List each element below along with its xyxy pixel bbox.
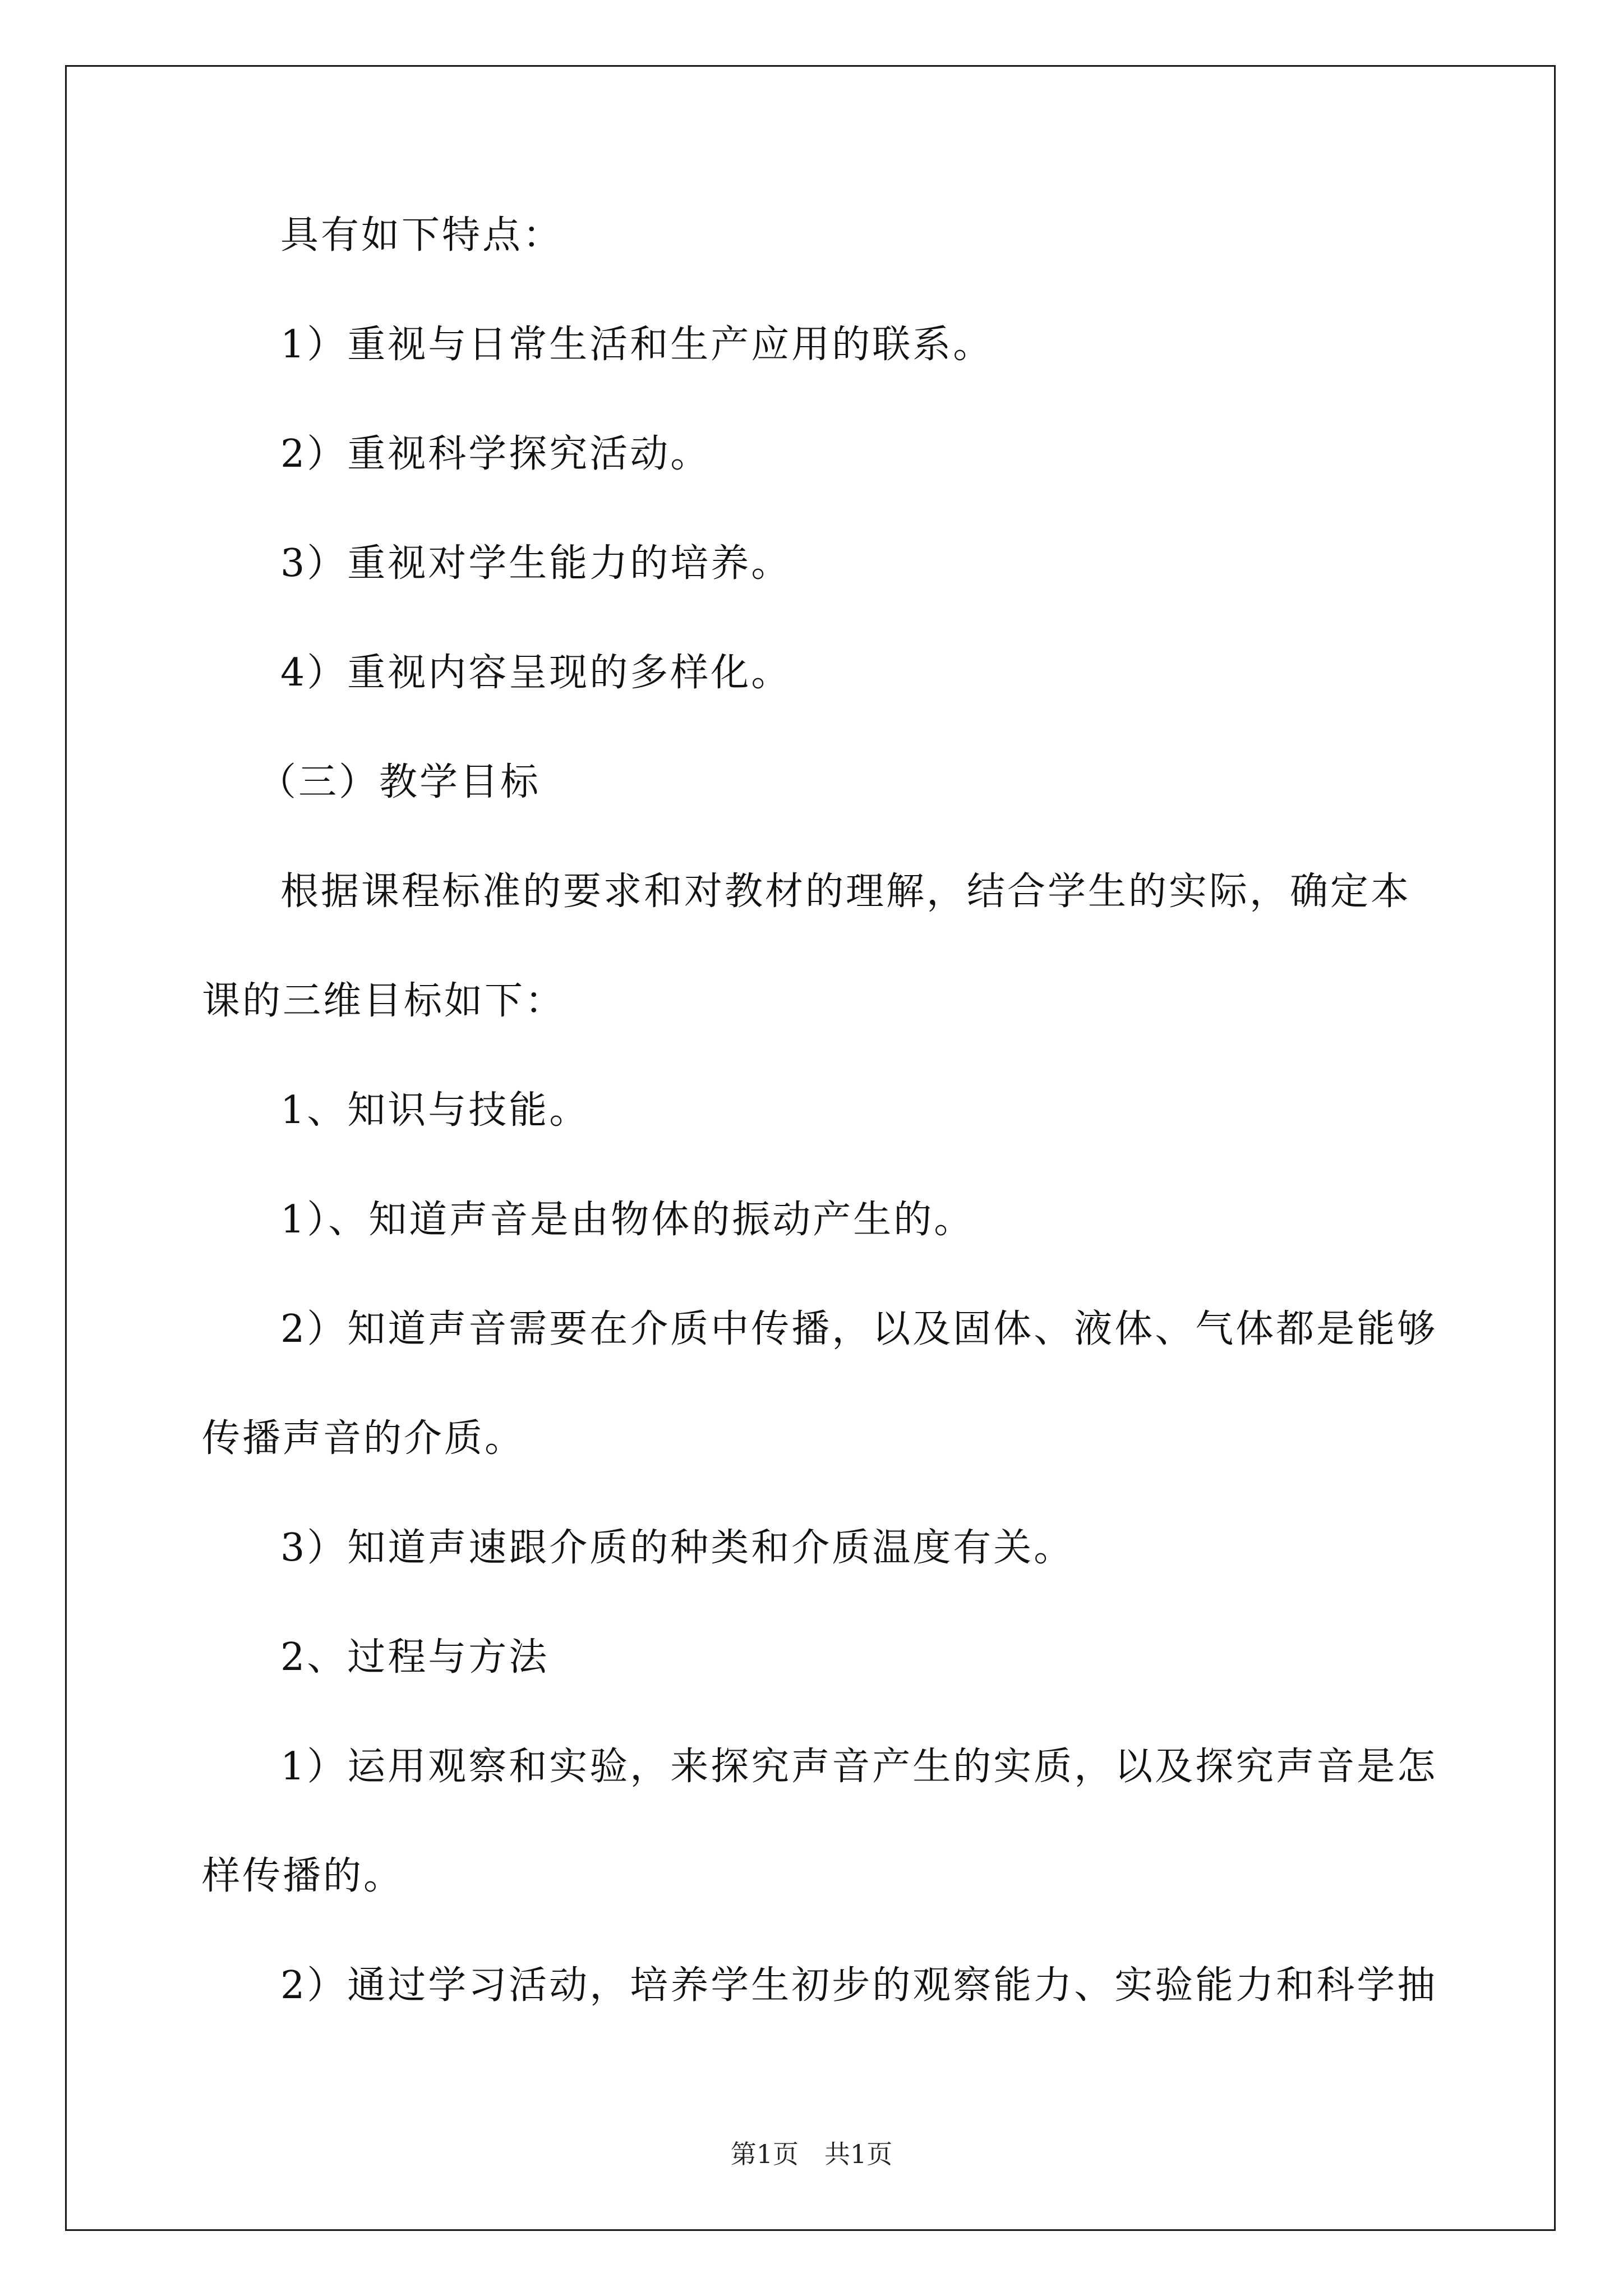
paragraph-line: 1）重视与日常生活和生产应用的联系。 [280, 323, 994, 367]
paragraph-line: 1）、知道声音是由物体的振动产生的。 [280, 1198, 975, 1242]
section-heading: （三）教学目标 [258, 760, 541, 804]
paragraph-line: 具有如下特点： [280, 213, 564, 257]
paragraph-line: 3）知道声速跟介质的种类和介质温度有关。 [280, 1526, 1075, 1570]
paragraph-line: 2）重视科学探究活动。 [280, 432, 711, 476]
paragraph-line: 课的三维目标如下： [202, 979, 566, 1023]
paragraph-line: 样传播的。 [202, 1854, 404, 1898]
paragraph-line: 根据课程标准的要求和对教材的理解，结合学生的实际，确定本 [280, 869, 1412, 914]
paragraph-line: 1、知识与技能。 [280, 1088, 590, 1133]
paragraph-line: 2）通过学习活动，培养学生初步的观察能力、实验能力和科学抽 [280, 1963, 1438, 2008]
paragraph-line: 1）运用观察和实验，来探究声音产生的实质，以及探究声音是怎 [280, 1745, 1438, 1789]
page-number-footer: 第1页 共1页 [730, 2139, 893, 2169]
paragraph-line: 2）知道声音需要在介质中传播，以及固体、液体、气体都是能够 [280, 1307, 1438, 1351]
paragraph-line: 传播声音的介质。 [202, 1416, 525, 1461]
page-border [65, 65, 1556, 2231]
paragraph-line: 3）重视对学生能力的培养。 [280, 541, 792, 586]
paragraph-line: 4）重视内容呈现的多样化。 [280, 651, 792, 695]
paragraph-line: 2、过程与方法 [280, 1635, 550, 1680]
